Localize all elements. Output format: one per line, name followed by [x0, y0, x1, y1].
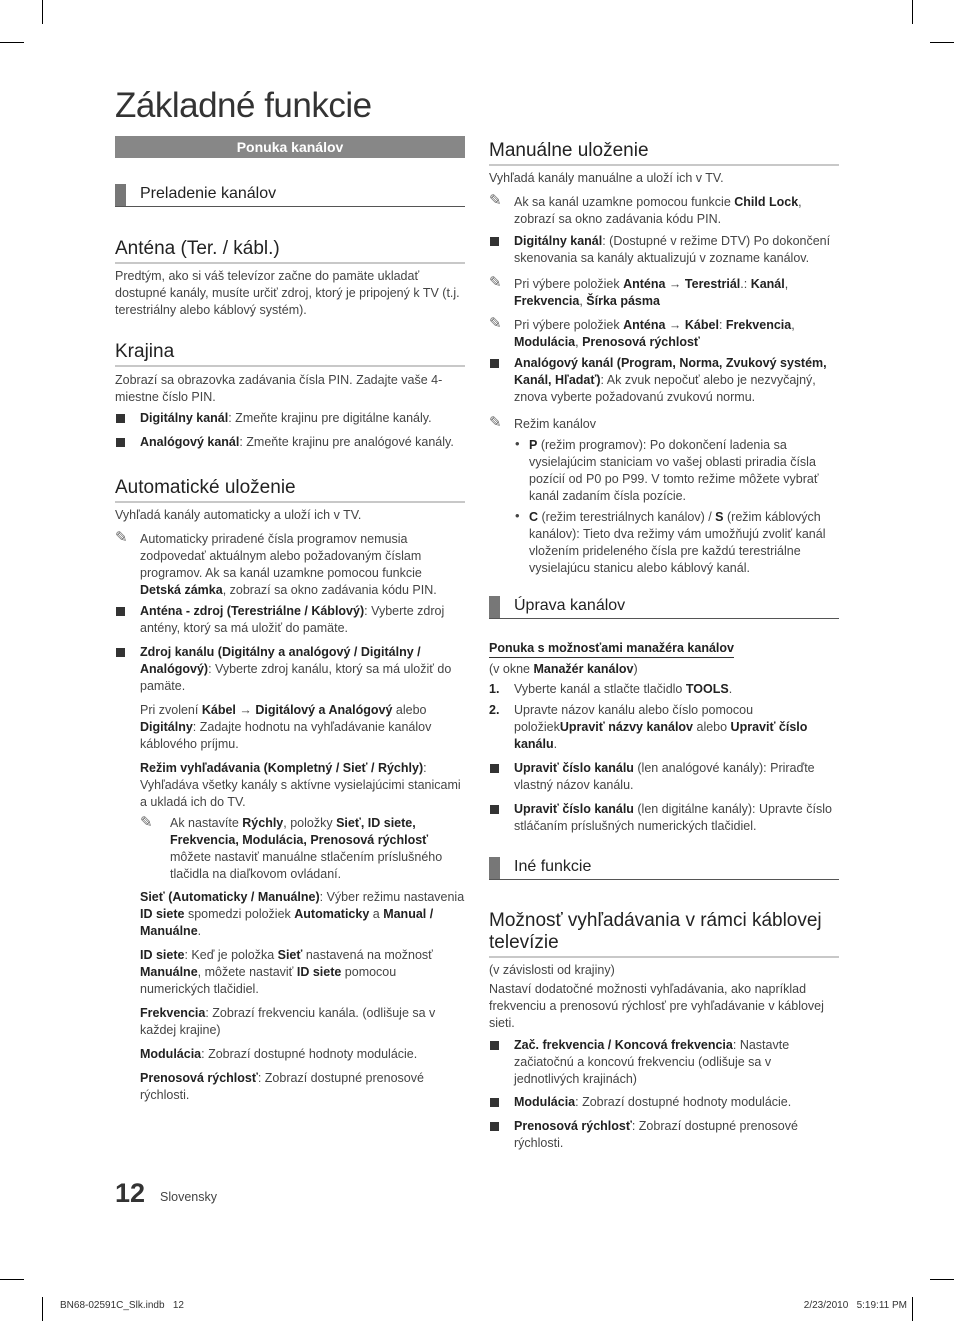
dot-bullet-icon: •: [515, 436, 520, 451]
note: Ak nastavíte Rýchly, položky Sieť, ID siete, Frekvencia, Modulácia, Prenosová rýchlosť môžete nastaviť manuálne stlačením príslušného tlačidla na diaľkovom ovládaní.: [170, 816, 443, 881]
paragraph: Vyhľadá kanály manuálne a uloží ich v TV.: [489, 171, 724, 185]
heading-auto: Automatické uloženie: [115, 477, 465, 503]
list-item: Zdroj kanálu (Digitálny a analógový / Digitálny / Analógový): Vyberte zdroj kanálu, ktorý sa má uložiť do pamäte.: [140, 645, 452, 693]
list-item: Vyberte kanál a stlačte tlačidlo TOOLS.: [514, 682, 733, 696]
subsection-title: Úprava kanálov: [514, 597, 626, 614]
paragraph: Sieť (Automaticky / Manuálne): Výber režimu nastavenia ID siete spomedzi položiek Automaticky a Manual / Manuálne.: [140, 890, 465, 938]
list-item: Zač. frekvencia / Koncová frekvencia: Nastavte začiatočnú a koncovú frekvenciu (odlišuje sa v jednotlivých krajinách): [514, 1038, 790, 1086]
square-bullet-icon: [116, 648, 125, 657]
square-bullet-icon: [116, 607, 125, 616]
crop-mark: [42, 1297, 43, 1321]
crop-mark: [0, 42, 24, 43]
list-item: Analógový kanál (Program, Norma, Zvukový systém, Kanál, Hľadať): Ak zvuk nepočuť alebo je nezvyčajný, znova vyberte požadovanú zvukovú normu.: [514, 356, 827, 404]
square-bullet-icon: [490, 1098, 499, 1107]
dot-bullet-icon: •: [515, 508, 520, 523]
heading-moznost: Možnosť vyhľadávania v rámci káblovej televízie: [489, 910, 839, 958]
pencil-note-icon: ✎: [489, 414, 502, 431]
note: Automaticky priradené čísla programov nemusia zodpovedať aktuálnym alebo požadovaným číslam programov. Ak sa kanál uzamkne pomocou funkcie Detská zámka, zobrazí sa okno zadávania kódu PIN.: [140, 532, 437, 597]
subsection-preladenie: [115, 184, 465, 207]
square-bullet-icon: [116, 438, 125, 447]
paragraph: (v závislosti od krajiny): [489, 963, 615, 977]
crop-mark: [912, 1297, 913, 1321]
list-item: Upraviť číslo kanálu (len digitálne kanály): Upravte číslo stláčaním príslušných numerických tlačidiel.: [514, 802, 832, 833]
list-item: Analógový kanál: Zmeňte krajinu pre analógové kanály.: [140, 435, 454, 449]
list-item: C (režim terestriálnych kanálov) / S (režim káblových kanálov): Tieto dva režimy vám umožňujú zvoliť kanál vložením prideleného čísla pre každú terestriálne vysielajúcu stanicu alebo káblový kanál.: [529, 510, 826, 575]
step-number: 1.: [489, 682, 500, 696]
step-number: 2.: [489, 703, 500, 717]
square-bullet-icon: [490, 359, 499, 368]
paragraph: Nastaví dodatočné možnosti vyhľadávania, ako napríklad frekvenciu a prenosovú rýchlosť pre vyhľadávanie v káblovej sieti.: [489, 982, 824, 1030]
list-item: P (režim programov): Po dokončení ladenia sa vysielajúcim staniciam vo vašej oblasti priradia čísla pozícií od P0 po P99. V tomto režime môžete vybrať kanál zadaním čísla pozície.: [529, 438, 819, 503]
note: Režim kanálov: [514, 417, 596, 431]
crop-mark: [0, 1279, 24, 1280]
list-item: Upraviť číslo kanálu (len analógové kanály): Priraďte vlastný názov kanálu.: [514, 761, 815, 792]
page-number: 12: [115, 1178, 146, 1208]
subsection-marker: [115, 184, 126, 206]
paragraph: (v okne Manažér kanálov): [489, 662, 638, 676]
subsection-uprava: [489, 596, 839, 619]
crop-mark: [912, 0, 913, 24]
pencil-note-icon: ✎: [489, 274, 502, 291]
page-title: Základné funkcie: [115, 86, 372, 125]
crop-mark: [930, 1279, 954, 1280]
list-item: Anténa - zdroj (Terestriálne / Káblový): Vyberte zdroj antény, ktorý sa má uložiť do pamäte.: [140, 604, 445, 635]
square-bullet-icon: [490, 805, 499, 814]
subsection-marker: [489, 596, 500, 618]
list-item: Modulácia: Zobrazí dostupné hodnoty modulácie.: [514, 1095, 792, 1109]
pencil-note-icon: ✎: [489, 315, 502, 332]
pencil-note-icon: ✎: [140, 814, 153, 831]
pencil-note-icon: ✎: [489, 192, 502, 209]
pencil-note-icon: ✎: [115, 529, 128, 546]
subsection-ine: [489, 857, 839, 880]
paragraph: Vyhľadá kanály automaticky a uloží ich v TV.: [115, 508, 362, 522]
subsection-title: Preladenie kanálov: [140, 185, 277, 202]
language-label: Slovensky: [160, 1190, 217, 1204]
heading-krajina: Krajina: [115, 341, 465, 367]
paragraph: Režim vyhľadávania (Kompletný / Sieť / Rýchly): Vyhľadáva všetky kanály s aktívne vysielajúcimi stanicami a ukladá ich do TV.: [140, 761, 461, 809]
paragraph: Zobrazí sa obrazovka zadávania čísla PIN. Zadajte vaše 4-miestne číslo PIN.: [115, 373, 443, 404]
note: Pri výbere položiek Anténa → Kábel: Frekvencia, Modulácia, Prenosová rýchlosť: [514, 318, 795, 349]
list-item: Digitálny kanál: Zmeňte krajinu pre digitálne kanály.: [140, 411, 432, 425]
paragraph: Pri zvolení Kábel → Digitálový a Analógový alebo Digitálny: Zadajte hodnotu na vyhľadávanie kanálov káblového príjmu.: [140, 703, 432, 751]
paragraph: Frekvencia: Zobrazí frekvenciu kanála. (odlišuje sa v každej krajine): [140, 1006, 436, 1037]
square-bullet-icon: [490, 1041, 499, 1050]
note: Ak sa kanál uzamkne pomocou funkcie Child Lock, zobrazí sa okno zadávania kódu PIN.: [514, 195, 802, 226]
paragraph: Modulácia: Zobrazí dostupné hodnoty modulácie.: [140, 1047, 418, 1061]
crop-mark: [930, 42, 954, 43]
subsection-marker: [489, 857, 500, 879]
heading-manual: Manuálne uloženie: [489, 140, 839, 166]
paragraph: ID siete: Keď je položka Sieť nastavená na možnosť Manuálne, môžete nastaviť ID siete pomocou numerických tlačidiel.: [140, 948, 433, 996]
paragraph: Predtým, ako si váš televízor začne do pamäte ukladať dostupné kanály, musíte určiť zdroj, ktorý je pripojený k TV (t.j. terestriálny alebo káblový systém).: [115, 269, 460, 317]
square-bullet-icon: [490, 237, 499, 246]
footer-left: BN68-02591C_Slk.indb 12: [60, 1300, 184, 1311]
square-bullet-icon: [116, 414, 125, 423]
paragraph: Prenosová rýchlosť: Zobrazí dostupné prenosové rýchlosti.: [140, 1071, 424, 1102]
list-item: Prenosová rýchlosť: Zobrazí dostupné prenosové rýchlosti.: [514, 1119, 798, 1150]
list-item: Upravte názov kanálu alebo číslo pomocou položiekUpraviť názvy kanálov alebo Upraviť číslo kanálu.: [514, 703, 808, 751]
footer-right: 2/23/2010 5:19:11 PM: [803, 1300, 907, 1311]
note: Pri výbere položiek Anténa → Terestriál.: Kanál, Frekvencia, Šírka pásma: [514, 277, 789, 308]
heading-antena: Anténa (Ter. / kábl.): [115, 238, 465, 264]
crop-mark: [42, 0, 43, 24]
subsection-title: Iné funkcie: [514, 858, 592, 875]
square-bullet-icon: [490, 764, 499, 773]
square-bullet-icon: [490, 1122, 499, 1131]
section-bar: Ponuka kanálov: [115, 136, 465, 158]
list-item: Digitálny kanál: (Dostupné v režime DTV) Po dokončení skenovania sa kanály aktualizujú v zozname kanálov.: [514, 234, 831, 265]
menu-heading: Ponuka s možnosťami manažéra kanálov: [489, 640, 734, 658]
